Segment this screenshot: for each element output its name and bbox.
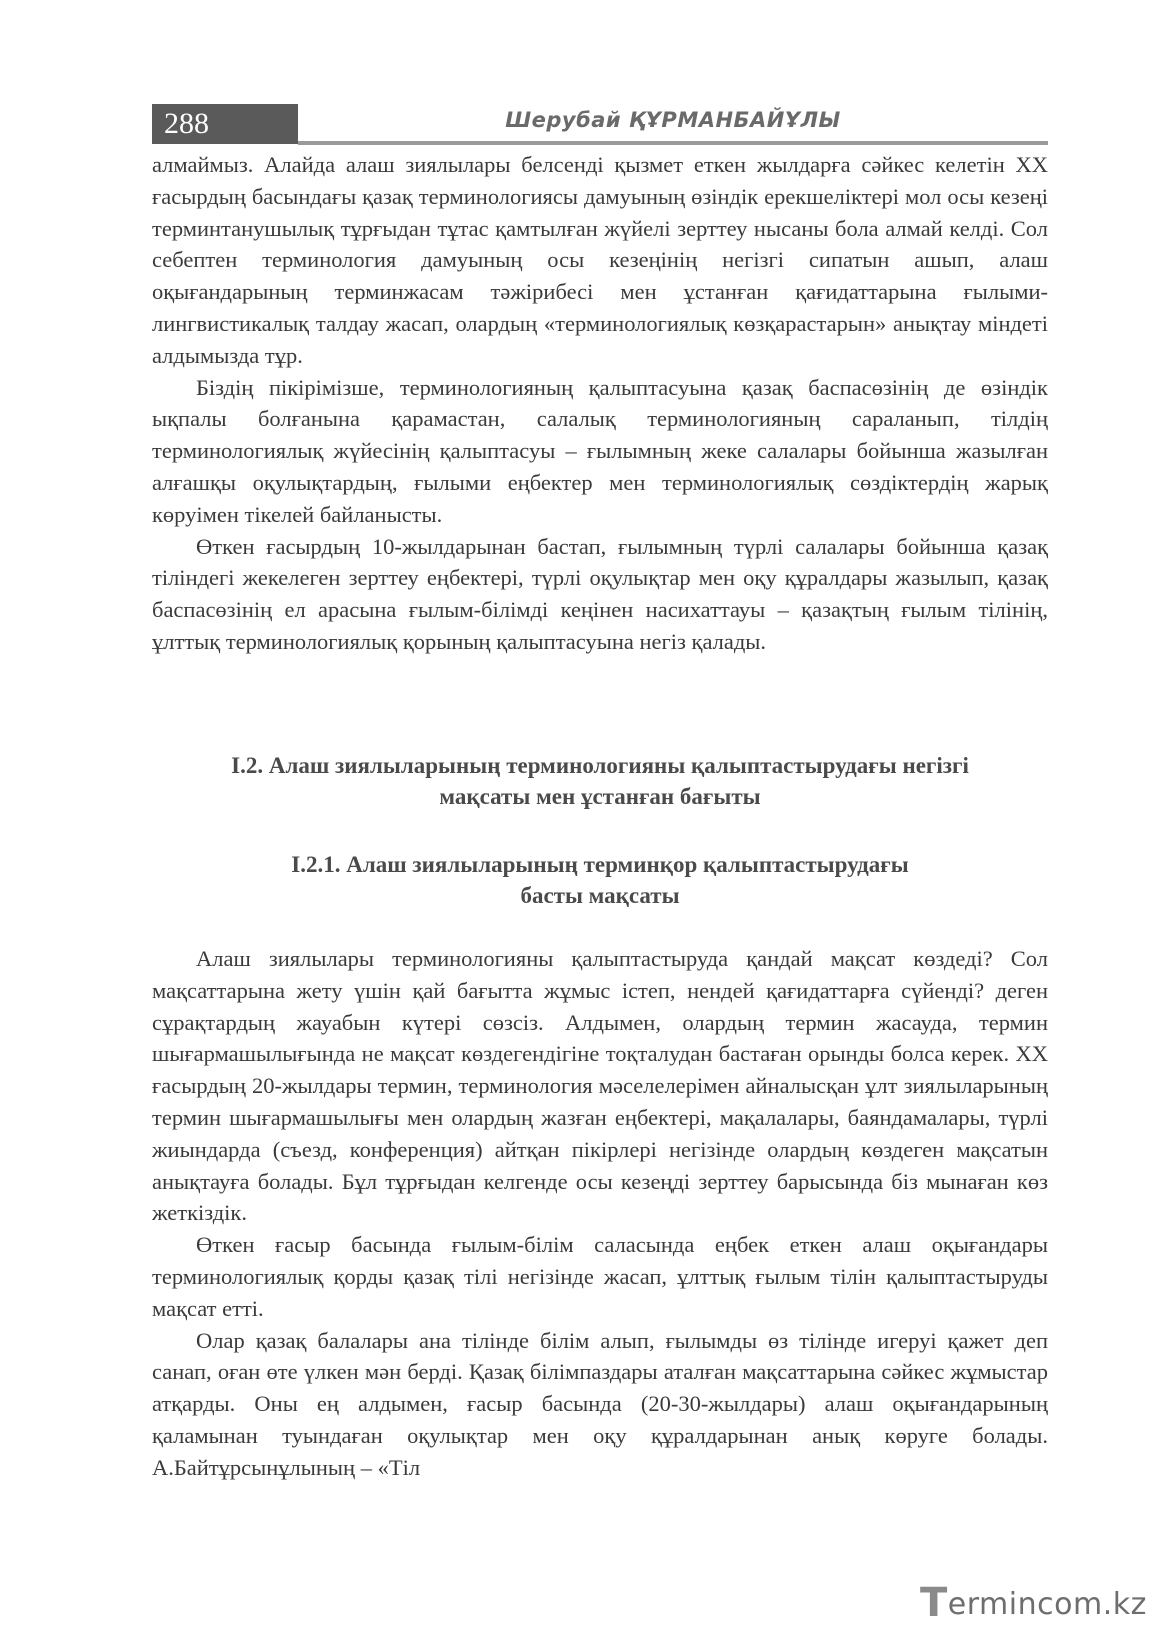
paragraph: Алаш зиялылары терминологияны қалыптастыруда қандай мақсат көздеді? Сол мақсаттарына жету үшін қай бағытта жұмыс істеп, нендей қағидаттарға сүйенді? деген сұрақтардың жауабын күтері сөзсіз. Алдымен, олардың термин жасауда, термин шығармашылығында не мақсат көздегендігіне тоқталудан бастаған орынды болса керек. ХХ ғасырдың 20-жылдары термин, терминология мәселелерімен айналысқан ұлт зиялыларының термин шығармашылығы мен олардың жазған еңбектері, мақалалары, баяндамалары, түрлі жиындарда (съезд, конференция) айтқан пікірлері негізінде олардың көздеген мақсатын анықтауға болады. Бұл тұрғыдан келгенде осы кезеңді зерттеу барысында біз мынаған көз жеткіздік.: [152, 946, 1048, 1226]
subsection-heading-line: І.2.1. Алаш зиялыларының терминқор қалыптастырудағы: [291, 852, 909, 877]
page-number-box: [152, 104, 298, 144]
watermark-letter: T: [920, 1580, 948, 1626]
body-text-top: [152, 149, 1048, 658]
header-rule: [298, 141, 1048, 145]
paragraph: Олар қазақ балалары ана тілінде білім алып, ғылымды өз тілінде игеруі қажет деп санап, оған өте үлкен мән берді. Қазақ білімпаздары аталған мақсаттарына сәйкес жұмыстар атқарды. Оны ең алдымен, ғасыр басында (20-30-жылдары) алаш оқығандарының қаламынан туындаған оқулықтар мен оқу құралдарынан анық көруге болады. А.Байтұрсынұлының – «Тіл: [152, 1327, 1048, 1480]
body-text-bottom: [152, 943, 1048, 1484]
running-title: Шерубай ҚҰРМАНБАЙҰЛЫ: [505, 108, 841, 132]
paragraph: Өткен ғасырдың 10-жылдарынан бастап, ғылымның түрлі салалары бойынша қазақ тіліндегі жекелеген зерттеу еңбектері, түрлі оқулықтар мен оқу құралдары жазылып, қазақ баспасөзінің ел арасына ғылым-білімді кеңінен насихаттауы – қазақтың ғылым тілінің, ұлттық терминологиялық қорының қалыптасуына негіз қалады.: [152, 533, 1048, 654]
section-heading: [152, 750, 1048, 812]
paragraph: алмаймыз. Алайда алаш зиялылары белсенді қызмет еткен жылдарға сәйкес келетін ХХ ғасырдың басындағы қазақ терминологиясы дамуының өзіндік ерекшеліктері мол осы кезеңі терминтанушылық тұрғыдан тұтас қамтылған жүйелі зерттеу нысаны бола алмай келді. Сол себептен терминология дамуының осы кезеңінің негізгі сипатын ашып, алаш оқығандарының терминжасам тәжірибесі мен ұстанған қағидаттарына ғылыми-лингвистикалық талдау жасап, олардың «терминологиялық көзқарастарын» анықтау міндеті алдымызда тұр.: [152, 152, 1048, 368]
running-header: [152, 104, 1048, 146]
subsection-heading-line: басты мақсаты: [520, 883, 680, 908]
subsection-heading: [152, 849, 1048, 911]
termincom-watermark-logo: [920, 1580, 1147, 1626]
paragraph: Біздің пікірімізше, терминологияның қалыптасуына қазақ баспасөзінің де өзіндік ықпалы болғанына қарамастан, салалық терминологияның сараланып, тілдің терминологиялық жүйесінің қалыптасуы – ғылымның жеке салалары бойынша жазылған алғашқы оқулықтардың, ғылыми еңбектер мен терминологиялық сөздіктердің жарық көруімен тікелей байланысты.: [152, 374, 1048, 527]
watermark-text: ermincom.kz: [947, 1587, 1147, 1622]
paragraph: Өткен ғасыр басында ғылым-білім саласында еңбек еткен алаш оқығандары терминологиялық қорды қазақ тілі негізінде жасап, ұлттық ғылым тілін қалыптастыруды мақсат етті.: [152, 1232, 1048, 1321]
section-heading-line: мақсаты мен ұстанған бағыты: [439, 784, 761, 809]
page-number: 288: [164, 107, 209, 140]
section-heading-line: І.2. Алаш зиялыларының терминологияны қалыптастырудағы негізгі: [231, 753, 969, 778]
